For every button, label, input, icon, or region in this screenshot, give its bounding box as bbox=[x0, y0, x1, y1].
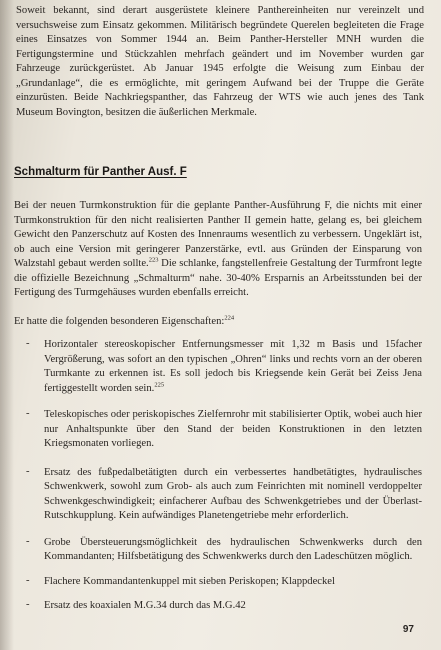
footnote-ref: 225 bbox=[154, 380, 165, 388]
list-dash: - bbox=[26, 465, 30, 477]
body-paragraph bbox=[14, 199, 422, 301]
intro-paragraph: Soweit bekannt, sind derart ausgerüstete kleinere Panthereinheiten nur vereinzelt und versuchsweise zum Einsatz gekommen. Militärisch begründete Querelen begleiteten die Frage eines Einsatzes von Sommer 1944 an. Beim Panther-Hersteller MNH wurden die Fertigungstermine und Stückzahlen mehrfach geändert und im November wurden gar Fahrzeuge zurückgerüstet. Ab Januar 1945 erfolgte die Weisung zum Einbau der „Grundanlage“, die es ermöglichte, mit geringem Aufwand bei der Truppe die Geräte einzurüsten. Beide Nachkriegspanther, das Fahrzeug der WTS wie auch jenes des Tank Museum Bovington, besitzen die äußerlichen Merkmale. bbox=[16, 5, 424, 118]
body-paragraph-text-1: Bei der neuen Turmkonstruktion für die geplante Panther-Ausführung F, die nichts mit einer Turmkonstruktion für den nicht realisierten Panther II gemein hatte, gelang es, bei gleichem Gewicht den Panzerschutz auf Kosten des Innenraums wesentlich zu verbessern. Ungeklärt ist, ob auch eine Version mit geringerer Panzerstärke, evtl. aus Gründen der Einsparung von Walzstahl gebaut werden sollte. bbox=[14, 200, 422, 269]
footnote-ref: 224 bbox=[224, 314, 235, 322]
section-heading: Schmalturm für Panther Ausf. F bbox=[14, 166, 187, 178]
list-item-text: Ersatz des koaxialen M.G.34 durch das M.G.42 bbox=[44, 600, 246, 611]
list-item bbox=[14, 408, 422, 452]
page-number: 97 bbox=[402, 624, 414, 635]
list-item bbox=[14, 338, 422, 396]
list-item bbox=[14, 536, 422, 565]
list-item-text: Teleskopisches oder periskopisches Zielfernrohr mit stabilisierter Optik, wobei auch hier nur Anhaltspunkte über den Stand der beiden Konstruktionen in den letzten Kriegsmonaten vorliegen. bbox=[44, 409, 422, 449]
page-content bbox=[14, 0, 422, 650]
list-item bbox=[14, 599, 422, 614]
list-item bbox=[14, 575, 422, 590]
list-item bbox=[14, 466, 422, 524]
list-item-text: Grobe Übersteuerungsmöglichkeit des hydraulischen Schwenkwerks durch den Kommandanten; Hilfsbetätigung des Schwenkwerks durch den Ladeschützen möglich. bbox=[44, 536, 422, 562]
footnote-ref: 223 bbox=[148, 256, 159, 264]
list-item-body: Horizontaler stereoskopischer Entfernungsmesser mit 1,32 m Basis und 15facher Vergrößerung, was sofort an den typischen „Ohren“ links und rechts vorn an der oberen Turmkante zu erkennen ist. Es soll jedoch bis Kriegsende kein Gerät bei Zeiss Jena fertiggestellt worden sein. bbox=[44, 339, 422, 394]
list-item-text bbox=[44, 338, 422, 396]
list-item-text: Flachere Kommandantenkuppel mit sieben Periskopen; Klappdeckel bbox=[44, 575, 335, 587]
list-dash: - bbox=[26, 535, 30, 547]
features-intro-text: Er hatte die folgenden besonderen Eigenschaften: bbox=[14, 316, 225, 327]
features-intro bbox=[14, 316, 234, 327]
list-dash: - bbox=[26, 574, 30, 586]
list-item-text: Ersatz des fußpedalbetätigten durch ein verbessertes handbetätigtes, hydraulisches Schwenkwerk, sowohl zum Grob- als auch zum Feinrichten mit nominell verdoppelter Schwenkgeschwindigkeit; einfacherer Aufbau des Schwenkgetriebes und der Überlast-Rutschkupplung. Kein aufwändiges Planetengetriebe mehr erforderlich. bbox=[44, 466, 422, 521]
list-dash: - bbox=[26, 599, 30, 610]
binding-shadow bbox=[0, 0, 14, 650]
body-paragraph-text-2: Die schlanke, fangstellenfreie Gestaltung der Turmfront legte die offizielle Bezeichnung „Schmalturm“ nahe. 30-40% Ersparnis an Arbeitsstunden bei der Fertigung des Turmgehäuses wurden ebenfalls erreicht. bbox=[14, 258, 422, 298]
list-dash: - bbox=[26, 408, 30, 419]
feature-list bbox=[14, 338, 422, 624]
list-dash: - bbox=[26, 338, 30, 349]
